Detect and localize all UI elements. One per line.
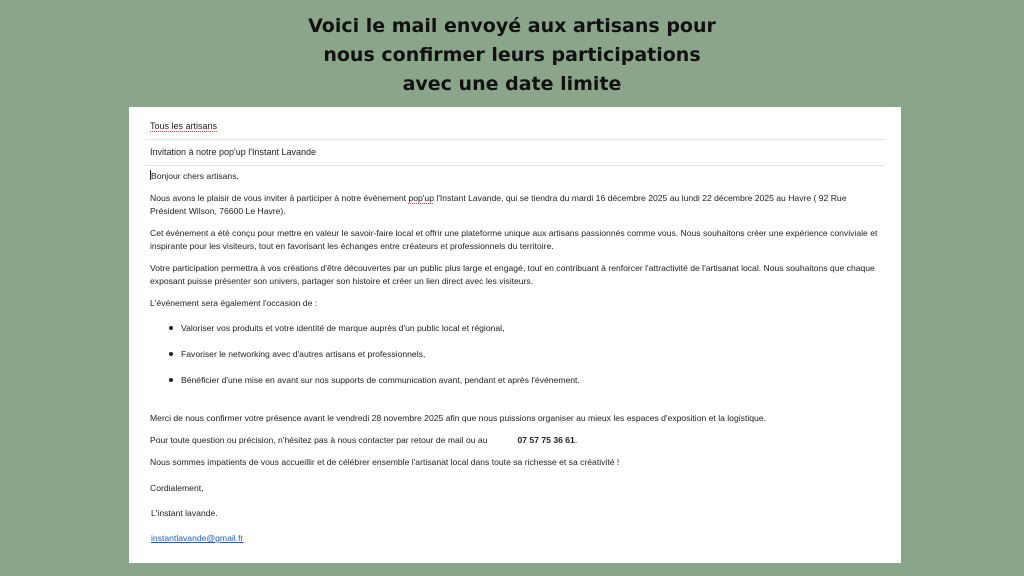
misspelled-word: pop'up — [408, 193, 434, 203]
signature-email-row — [150, 532, 883, 545]
slide-title-line-1: Voici le mail envoyé aux artisans pour — [308, 15, 716, 37]
invitation-text-end: l'Instant Lavande, qui se tiendra du mardi 16 décembre 2025 au lundi 22 décembre 2025 au Havre ( 92 Rue Président Wilson, 76600 Le Havre). — [150, 193, 847, 216]
phone-number: 07 57 75 36 61 — [517, 435, 575, 445]
subject-value[interactable]: Invitation à notre pop'up l'Instant Lavande — [150, 147, 317, 157]
contact-text: Pour toute question ou précision, n'hésitez pas à nous contacter par retour de mail ou au — [150, 435, 488, 445]
invitation-text-start: Nous avons le plaisir de vous inviter à participer à notre événement — [150, 193, 409, 203]
signature-email-link[interactable]: instantlavande@gmail.fr — [151, 533, 244, 543]
greeting — [150, 170, 883, 183]
paragraph-occasion: L'événement sera également l'occasion de : — [150, 298, 318, 308]
paragraph-closing-message: Nous sommes impatients de vous accueillir et de célébrer ensemble l'artisanat local dans toute sa richesse et sa créativité ! — [150, 457, 620, 467]
list-item: Bénéficier d'une mise en avant sur nos supports de communication avant, pendant et après l'événement. — [150, 374, 883, 387]
recipient-value[interactable]: Tous les artisans — [150, 121, 218, 131]
recipient-field[interactable] — [145, 113, 885, 140]
paragraph-invitation — [150, 192, 883, 218]
paragraph-deadline: Merci de nous confirmer votre présence avant le vendredi 28 novembre 2025 afin que nous puissions organiser au mieux les espaces d'exposition et la logistique. — [150, 413, 766, 423]
paragraph-event: Cet événement a été conçu pour mettre en valeur le savoir-faire local et offrir une plateforme unique aux artisans passionnés comme vous. Nous souhaitons créer une expérience conviviale et inspirante pour les visiteurs, tout en favorisant les échanges entre créateurs et professionnels du territoire. — [150, 228, 878, 251]
signature: L'instant lavande. — [151, 508, 218, 518]
slide-title-line-2: nous confirmer leurs participations — [323, 44, 701, 66]
slide-title-line-3: avec une date limite — [402, 73, 622, 95]
closing: Cordialement, — [150, 483, 204, 493]
paragraph-participation: Votre participation permettra à vos créations d'être découvertes par un public plus large et engagé, tout en contribuant à renforcer l'attractivité de l'artisanat local. Nous souhaitons que chaque exposant puisse présenter son univers, partager son histoire et créer un lien direct avec les visiteurs. — [150, 263, 875, 286]
greeting-text: Bonjour chers artisans, — [151, 171, 239, 181]
slide-title — [0, 12, 1024, 99]
email-compose-window — [129, 107, 901, 563]
list-item: Favoriser le networking avec d'autres artisans et professionnels, — [150, 348, 883, 361]
subject-field[interactable] — [145, 139, 885, 166]
contact-period: . — [574, 435, 578, 445]
benefits-list — [150, 322, 883, 387]
email-body[interactable] — [150, 170, 883, 554]
list-item: Valoriser vos produits et votre identité de marque auprès d'un public local et régional, — [150, 322, 883, 335]
paragraph-contact — [150, 434, 883, 447]
